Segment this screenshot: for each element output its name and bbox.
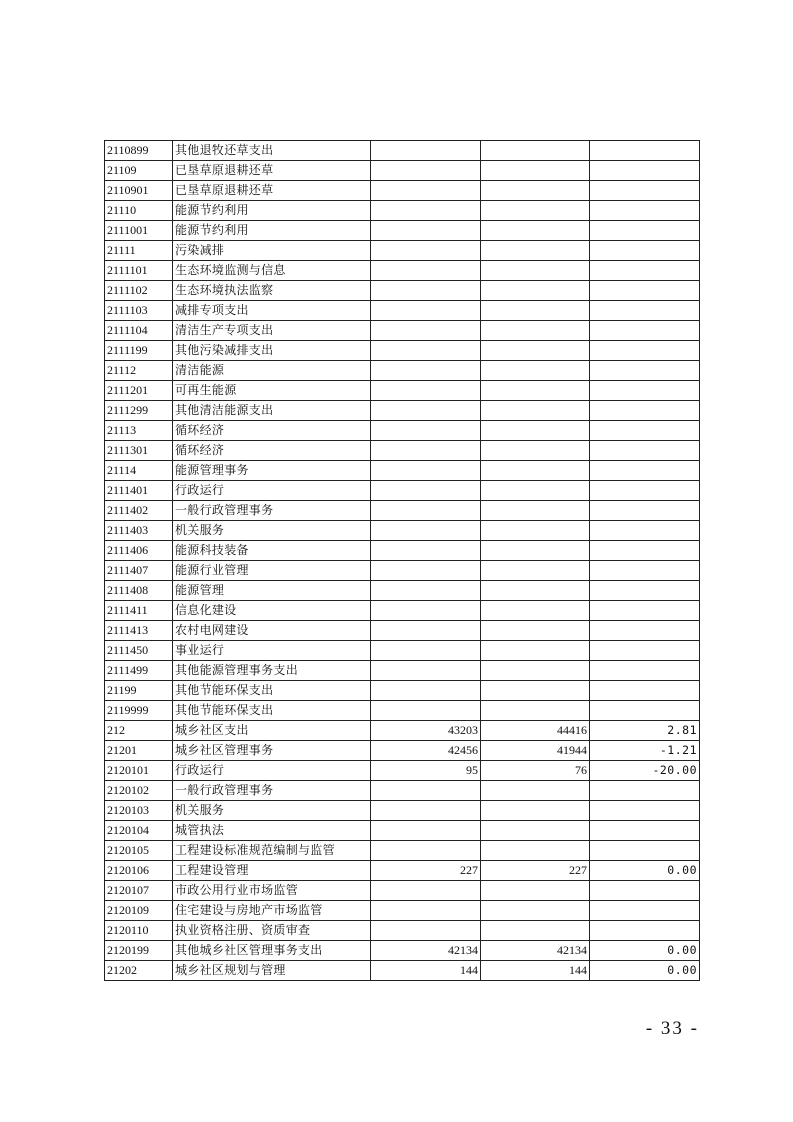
subject-name-cell: 城乡社区支出 <box>173 721 371 741</box>
subject-code-cell: 2119999 <box>105 701 173 721</box>
table-row <box>105 501 700 521</box>
subject-name-cell: 其他能源管理事务支出 <box>173 661 371 681</box>
current-amount-cell: 44416 <box>481 721 590 741</box>
current-amount-cell <box>481 621 590 641</box>
table-row <box>105 641 700 661</box>
current-amount-cell <box>481 841 590 861</box>
page-number: - 33 - <box>645 1018 699 1039</box>
table-row <box>105 421 700 441</box>
previous-amount-cell <box>371 641 481 661</box>
previous-amount-cell: 95 <box>371 761 481 781</box>
subject-name-cell: 执业资格注册、资质审查 <box>173 921 371 941</box>
current-amount-cell <box>481 681 590 701</box>
current-amount-cell <box>481 261 590 281</box>
current-amount-cell <box>481 181 590 201</box>
previous-amount-cell <box>371 281 481 301</box>
change-rate-cell <box>590 361 700 381</box>
previous-amount-cell <box>371 481 481 501</box>
change-rate-cell <box>590 521 700 541</box>
subject-name-cell: 工程建设管理 <box>173 861 371 881</box>
subject-code-cell: 2111407 <box>105 561 173 581</box>
subject-name-cell: 农村电网建设 <box>173 621 371 641</box>
table-row <box>105 681 700 701</box>
previous-amount-cell: 42456 <box>371 741 481 761</box>
previous-amount-cell <box>371 321 481 341</box>
change-rate-cell <box>590 681 700 701</box>
subject-code-cell: 2111402 <box>105 501 173 521</box>
table-row <box>105 341 700 361</box>
previous-amount-cell <box>371 221 481 241</box>
current-amount-cell <box>481 601 590 621</box>
change-rate-cell: -20.00 <box>590 761 700 781</box>
current-amount-cell <box>481 561 590 581</box>
subject-name-cell: 机关服务 <box>173 521 371 541</box>
subject-code-cell: 2120105 <box>105 841 173 861</box>
subject-name-cell: 城乡社区规划与管理 <box>173 961 371 981</box>
current-amount-cell <box>481 521 590 541</box>
previous-amount-cell <box>371 541 481 561</box>
previous-amount-cell <box>371 161 481 181</box>
change-rate-cell <box>590 541 700 561</box>
change-rate-cell <box>590 561 700 581</box>
current-amount-cell <box>481 461 590 481</box>
table-row <box>105 621 700 641</box>
budget-table-body <box>105 141 700 981</box>
current-amount-cell <box>481 801 590 821</box>
subject-code-cell: 21114 <box>105 461 173 481</box>
table-row <box>105 181 700 201</box>
previous-amount-cell: 43203 <box>371 721 481 741</box>
subject-code-cell: 2111102 <box>105 281 173 301</box>
subject-code-cell: 2120107 <box>105 881 173 901</box>
previous-amount-cell <box>371 401 481 421</box>
subject-name-cell: 已垦草原退耕还草 <box>173 161 371 181</box>
table-row <box>105 361 700 381</box>
current-amount-cell: 144 <box>481 961 590 981</box>
current-amount-cell <box>481 581 590 601</box>
subject-name-cell: 能源管理事务 <box>173 461 371 481</box>
subject-code-cell: 21110 <box>105 201 173 221</box>
table-row <box>105 241 700 261</box>
table-row <box>105 141 700 161</box>
table-row <box>105 861 700 881</box>
subject-name-cell: 其他清洁能源支出 <box>173 401 371 421</box>
change-rate-cell <box>590 881 700 901</box>
change-rate-cell: 2.81 <box>590 721 700 741</box>
subject-code-cell: 2120110 <box>105 921 173 941</box>
current-amount-cell: 227 <box>481 861 590 881</box>
previous-amount-cell <box>371 901 481 921</box>
subject-code-cell: 2111104 <box>105 321 173 341</box>
subject-name-cell: 生态环境监测与信息 <box>173 261 371 281</box>
subject-code-cell: 2120102 <box>105 781 173 801</box>
change-rate-cell <box>590 781 700 801</box>
table-row <box>105 401 700 421</box>
current-amount-cell <box>481 221 590 241</box>
table-row <box>105 441 700 461</box>
previous-amount-cell <box>371 381 481 401</box>
subject-code-cell: 2111199 <box>105 341 173 361</box>
previous-amount-cell <box>371 361 481 381</box>
current-amount-cell: 76 <box>481 761 590 781</box>
current-amount-cell <box>481 441 590 461</box>
current-amount-cell <box>481 501 590 521</box>
subject-code-cell: 2111411 <box>105 601 173 621</box>
subject-name-cell: 信息化建设 <box>173 601 371 621</box>
table-row <box>105 701 700 721</box>
subject-name-cell: 生态环境执法监察 <box>173 281 371 301</box>
subject-code-cell: 21112 <box>105 361 173 381</box>
change-rate-cell <box>590 241 700 261</box>
table-row <box>105 881 700 901</box>
subject-name-cell: 市政公用行业市场监管 <box>173 881 371 901</box>
table-row <box>105 201 700 221</box>
change-rate-cell <box>590 381 700 401</box>
change-rate-cell <box>590 221 700 241</box>
previous-amount-cell <box>371 601 481 621</box>
subject-code-cell: 2111103 <box>105 301 173 321</box>
subject-name-cell: 清洁能源 <box>173 361 371 381</box>
subject-name-cell: 城管执法 <box>173 821 371 841</box>
current-amount-cell: 42134 <box>481 941 590 961</box>
current-amount-cell <box>481 321 590 341</box>
previous-amount-cell <box>371 501 481 521</box>
subject-name-cell: 能源管理 <box>173 581 371 601</box>
change-rate-cell <box>590 801 700 821</box>
table-row <box>105 321 700 341</box>
table-row <box>105 901 700 921</box>
subject-code-cell: 2120106 <box>105 861 173 881</box>
previous-amount-cell <box>371 781 481 801</box>
subject-name-cell: 一般行政管理事务 <box>173 501 371 521</box>
table-row <box>105 661 700 681</box>
current-amount-cell <box>481 241 590 261</box>
previous-amount-cell <box>371 841 481 861</box>
subject-name-cell: 城乡社区管理事务 <box>173 741 371 761</box>
change-rate-cell <box>590 461 700 481</box>
subject-name-cell: 机关服务 <box>173 801 371 821</box>
previous-amount-cell: 227 <box>371 861 481 881</box>
subject-code-cell: 2111408 <box>105 581 173 601</box>
change-rate-cell <box>590 841 700 861</box>
change-rate-cell <box>590 341 700 361</box>
table-row <box>105 781 700 801</box>
current-amount-cell <box>481 641 590 661</box>
current-amount-cell: 41944 <box>481 741 590 761</box>
subject-code-cell: 21201 <box>105 741 173 761</box>
current-amount-cell <box>481 821 590 841</box>
previous-amount-cell <box>371 821 481 841</box>
change-rate-cell <box>590 281 700 301</box>
subject-name-cell: 一般行政管理事务 <box>173 781 371 801</box>
table-row <box>105 841 700 861</box>
previous-amount-cell <box>371 521 481 541</box>
change-rate-cell <box>590 161 700 181</box>
change-rate-cell <box>590 201 700 221</box>
current-amount-cell <box>481 421 590 441</box>
subject-name-cell: 其他污染减排支出 <box>173 341 371 361</box>
change-rate-cell <box>590 821 700 841</box>
subject-name-cell: 其他城乡社区管理事务支出 <box>173 941 371 961</box>
current-amount-cell <box>481 341 590 361</box>
table-row <box>105 761 700 781</box>
subject-code-cell: 2111401 <box>105 481 173 501</box>
subject-name-cell: 能源行业管理 <box>173 561 371 581</box>
subject-name-cell: 住宅建设与房地产市场监管 <box>173 901 371 921</box>
change-rate-cell <box>590 601 700 621</box>
change-rate-cell: 0.00 <box>590 861 700 881</box>
change-rate-cell: -1.21 <box>590 741 700 761</box>
subject-name-cell: 污染减排 <box>173 241 371 261</box>
subject-code-cell: 21199 <box>105 681 173 701</box>
table-row <box>105 961 700 981</box>
previous-amount-cell: 42134 <box>371 941 481 961</box>
change-rate-cell: 0.00 <box>590 941 700 961</box>
subject-code-cell: 2110899 <box>105 141 173 161</box>
subject-name-cell: 事业运行 <box>173 641 371 661</box>
previous-amount-cell <box>371 461 481 481</box>
table-row <box>105 601 700 621</box>
previous-amount-cell <box>371 301 481 321</box>
table-row <box>105 821 700 841</box>
subject-name-cell: 工程建设标准规范编制与监管 <box>173 841 371 861</box>
subject-code-cell: 21111 <box>105 241 173 261</box>
subject-code-cell: 2111301 <box>105 441 173 461</box>
change-rate-cell <box>590 661 700 681</box>
subject-code-cell: 21113 <box>105 421 173 441</box>
table-row <box>105 281 700 301</box>
current-amount-cell <box>481 141 590 161</box>
current-amount-cell <box>481 541 590 561</box>
change-rate-cell: 0.00 <box>590 961 700 981</box>
previous-amount-cell <box>371 421 481 441</box>
subject-code-cell: 2111499 <box>105 661 173 681</box>
current-amount-cell <box>481 301 590 321</box>
current-amount-cell <box>481 381 590 401</box>
budget-table <box>104 140 700 981</box>
subject-code-cell: 21202 <box>105 961 173 981</box>
current-amount-cell <box>481 201 590 221</box>
subject-code-cell: 2111101 <box>105 261 173 281</box>
table-row <box>105 541 700 561</box>
change-rate-cell <box>590 421 700 441</box>
subject-code-cell: 2120104 <box>105 821 173 841</box>
change-rate-cell <box>590 641 700 661</box>
change-rate-cell <box>590 261 700 281</box>
current-amount-cell <box>481 161 590 181</box>
change-rate-cell <box>590 181 700 201</box>
table-row <box>105 801 700 821</box>
previous-amount-cell <box>371 181 481 201</box>
table-row <box>105 581 700 601</box>
previous-amount-cell <box>371 661 481 681</box>
subject-name-cell: 行政运行 <box>173 761 371 781</box>
previous-amount-cell <box>371 881 481 901</box>
previous-amount-cell <box>371 681 481 701</box>
previous-amount-cell <box>371 261 481 281</box>
subject-code-cell: 2120109 <box>105 901 173 921</box>
previous-amount-cell <box>371 701 481 721</box>
subject-name-cell: 能源科技装备 <box>173 541 371 561</box>
subject-name-cell: 行政运行 <box>173 481 371 501</box>
table-row <box>105 481 700 501</box>
table-row <box>105 301 700 321</box>
subject-name-cell: 循环经济 <box>173 441 371 461</box>
previous-amount-cell <box>371 341 481 361</box>
change-rate-cell <box>590 581 700 601</box>
current-amount-cell <box>481 481 590 501</box>
change-rate-cell <box>590 501 700 521</box>
table-row <box>105 161 700 181</box>
current-amount-cell <box>481 401 590 421</box>
previous-amount-cell <box>371 441 481 461</box>
table-row <box>105 741 700 761</box>
current-amount-cell <box>481 701 590 721</box>
subject-code-cell: 212 <box>105 721 173 741</box>
change-rate-cell <box>590 141 700 161</box>
table-row <box>105 261 700 281</box>
current-amount-cell <box>481 901 590 921</box>
subject-name-cell: 能源节约利用 <box>173 201 371 221</box>
previous-amount-cell <box>371 921 481 941</box>
previous-amount-cell <box>371 241 481 261</box>
subject-code-cell: 2120199 <box>105 941 173 961</box>
table-row <box>105 941 700 961</box>
change-rate-cell <box>590 621 700 641</box>
table-row <box>105 921 700 941</box>
subject-name-cell: 其他节能环保支出 <box>173 701 371 721</box>
subject-code-cell: 2120101 <box>105 761 173 781</box>
change-rate-cell <box>590 441 700 461</box>
subject-name-cell: 能源节约利用 <box>173 221 371 241</box>
change-rate-cell <box>590 481 700 501</box>
change-rate-cell <box>590 301 700 321</box>
subject-name-cell: 可再生能源 <box>173 381 371 401</box>
current-amount-cell <box>481 881 590 901</box>
subject-code-cell: 2120103 <box>105 801 173 821</box>
previous-amount-cell <box>371 201 481 221</box>
subject-code-cell: 2111403 <box>105 521 173 541</box>
subject-name-cell: 其他退牧还草支出 <box>173 141 371 161</box>
subject-name-cell: 已垦草原退耕还草 <box>173 181 371 201</box>
change-rate-cell <box>590 701 700 721</box>
subject-name-cell: 清洁生产专项支出 <box>173 321 371 341</box>
previous-amount-cell: 144 <box>371 961 481 981</box>
change-rate-cell <box>590 321 700 341</box>
table-row <box>105 521 700 541</box>
subject-name-cell: 循环经济 <box>173 421 371 441</box>
current-amount-cell <box>481 281 590 301</box>
table-row <box>105 221 700 241</box>
subject-code-cell: 2111201 <box>105 381 173 401</box>
current-amount-cell <box>481 781 590 801</box>
previous-amount-cell <box>371 141 481 161</box>
change-rate-cell <box>590 921 700 941</box>
subject-code-cell: 2111406 <box>105 541 173 561</box>
table-row <box>105 561 700 581</box>
current-amount-cell <box>481 361 590 381</box>
previous-amount-cell <box>371 581 481 601</box>
subject-code-cell: 2111450 <box>105 641 173 661</box>
table-row <box>105 381 700 401</box>
subject-name-cell: 其他节能环保支出 <box>173 681 371 701</box>
subject-code-cell: 2110901 <box>105 181 173 201</box>
table-row <box>105 721 700 741</box>
subject-code-cell: 2111413 <box>105 621 173 641</box>
change-rate-cell <box>590 901 700 921</box>
subject-code-cell: 2111001 <box>105 221 173 241</box>
previous-amount-cell <box>371 801 481 821</box>
current-amount-cell <box>481 921 590 941</box>
previous-amount-cell <box>371 621 481 641</box>
previous-amount-cell <box>371 561 481 581</box>
current-amount-cell <box>481 661 590 681</box>
subject-name-cell: 减排专项支出 <box>173 301 371 321</box>
change-rate-cell <box>590 401 700 421</box>
subject-code-cell: 21109 <box>105 161 173 181</box>
table-row <box>105 461 700 481</box>
subject-code-cell: 2111299 <box>105 401 173 421</box>
